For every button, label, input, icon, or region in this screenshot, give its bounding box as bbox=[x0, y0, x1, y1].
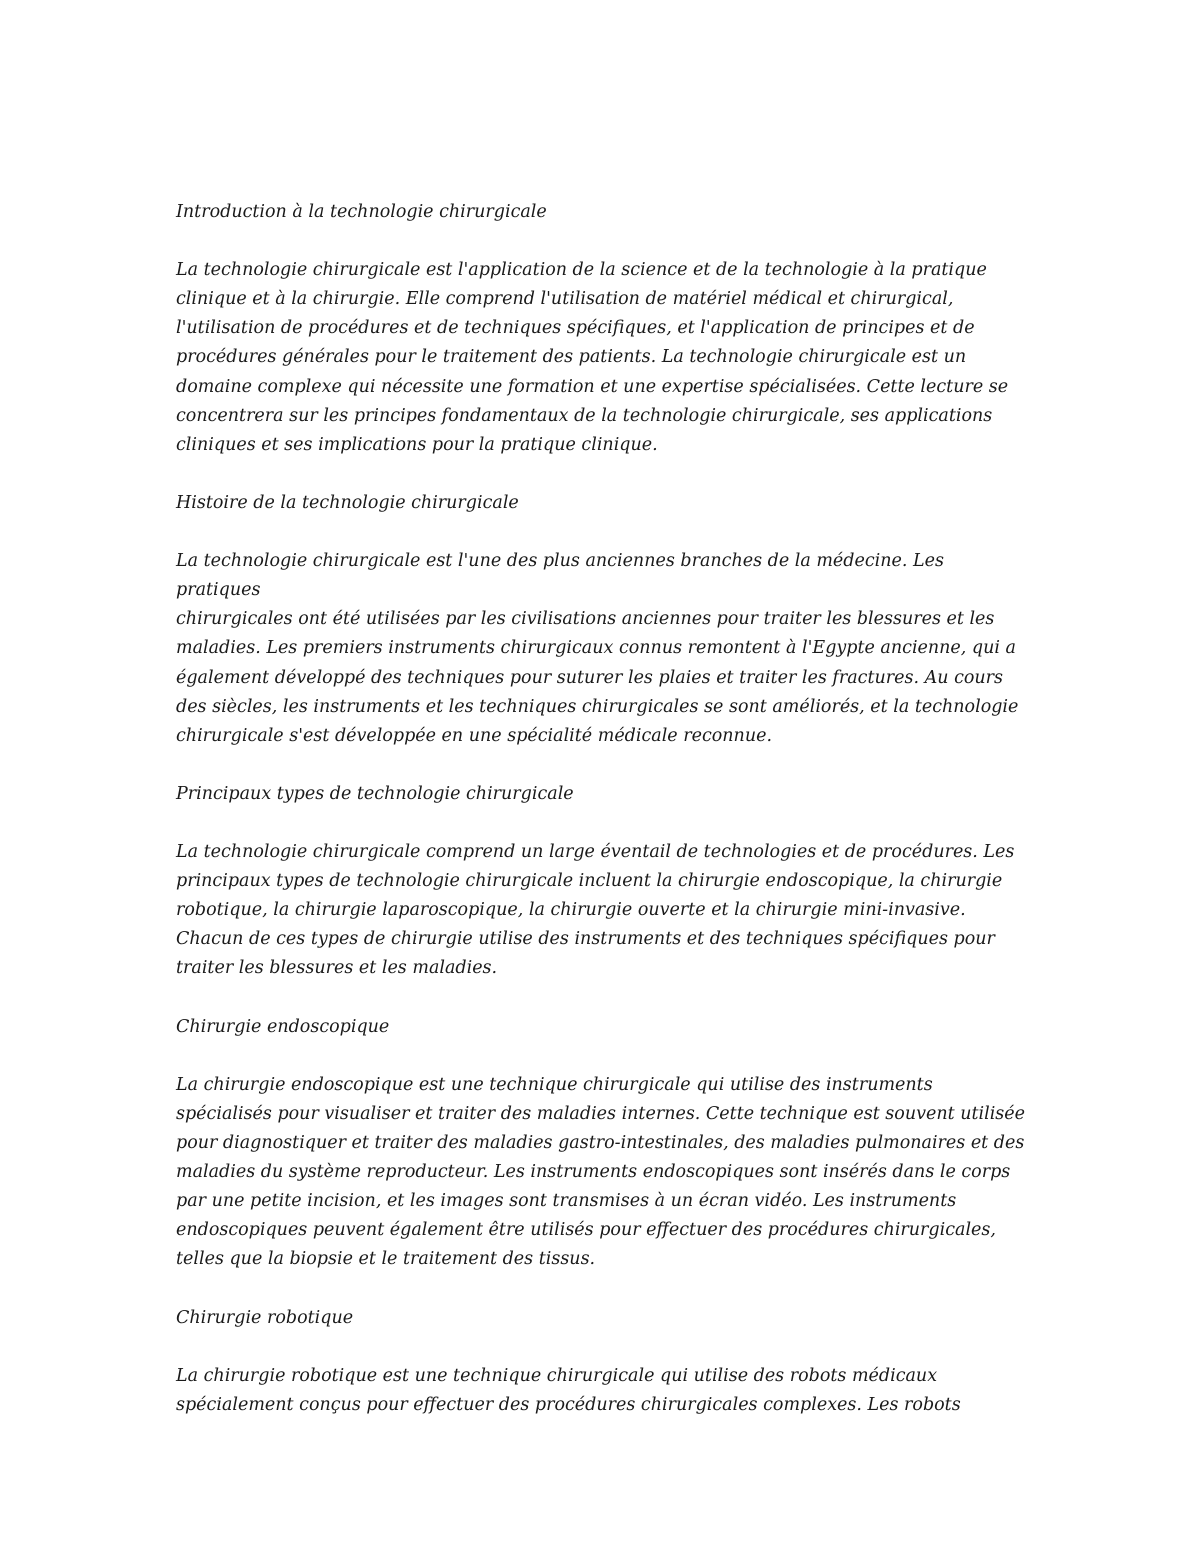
section-heading: Introduction à la technologie chirurgicale bbox=[176, 202, 547, 222]
section-paragraph: La technologie chirurgicale est l'application de la science et de la technologie à la pratique clinique et à la chirurgie. Elle comprend l'utilisation de matériel médical et chirurgical, l'utilisation de procédures et de techniques spécifiques, et l'application de principes et de procédures générales pour le traitement des patients. La technologie chirurgicale est un domaine complexe qui nécessite une formation et une expertise spécialisées. Cette lecture se concentrera sur les principes fondamentaux de la technologie chirurgicale, ses applications cliniques et ses implications pour la pratique clinique. bbox=[176, 260, 1009, 455]
section-heading: Chirurgie robotique bbox=[176, 1307, 354, 1328]
section-paragraph: La chirurgie endoscopique est une technique chirurgicale qui utilise des instruments spécialisés pour visualiser et traiter des maladies internes. Cette technique est souvent utilisée pour diagnostiquer et traiter des maladies gastro-intestinales, des maladies pulmonaires et des maladies du système reproducteur. Les instruments endoscopiques sont insérés dans le corps par une petite incision, et les images sont transmises à un écran vidéo. Les instruments endoscopiques peuvent également être utilisés pour effectuer des procédures chirurgicales, telles que la biopsie et le traitement des tissus. bbox=[176, 1074, 1025, 1270]
section-main-types bbox=[176, 780, 1026, 984]
section-introduction bbox=[176, 198, 1026, 460]
section-paragraph: La technologie chirurgicale comprend un large éventail de technologies et de procédures. Les principaux types de technologie chirurgicale incluent la chirurgie endoscopique, la chirurgie robotique, la chirurgie laparoscopique, la chirurgie ouverte et la chirurgie mini-invasive. Chacun de ces types de chirurgie utilise des instruments et des techniques spécifiques pour traiter les blessures et les maladies. bbox=[176, 842, 1015, 979]
section-paragraph: La chirurgie robotique est une technique chirurgicale qui utilise des robots médicaux spécialement conçus pour effectuer des procédures chirurgicales complexes. Les robots bbox=[176, 1365, 961, 1415]
document-page bbox=[176, 198, 1026, 1449]
section-paragraph: La technologie chirurgicale est l'une des plus anciennes branches de la médecine. Les pratiques chirurgicales ont été utilisées par les civilisations anciennes pour traiter les blessures et les maladies. Les premiers instruments chirurgicaux connus remontent à l'Egypte ancienne, qui a également développé des techniques pour suturer les plaies et traiter les fractures. Au cours des siècles, les instruments et les techniques chirurgicales se sont améliorés, et la technologie chirurgicale s'est développée en une spécialité médicale reconnue. bbox=[176, 551, 1019, 746]
section-history bbox=[176, 489, 1026, 751]
section-heading: Histoire de la technologie chirurgicale bbox=[176, 492, 519, 513]
section-heading: Principaux types de technologie chirurgicale bbox=[176, 783, 574, 804]
section-heading: Chirurgie endoscopique bbox=[176, 1016, 390, 1037]
section-endoscopic bbox=[176, 1013, 1026, 1275]
section-robotic bbox=[176, 1304, 1026, 1420]
